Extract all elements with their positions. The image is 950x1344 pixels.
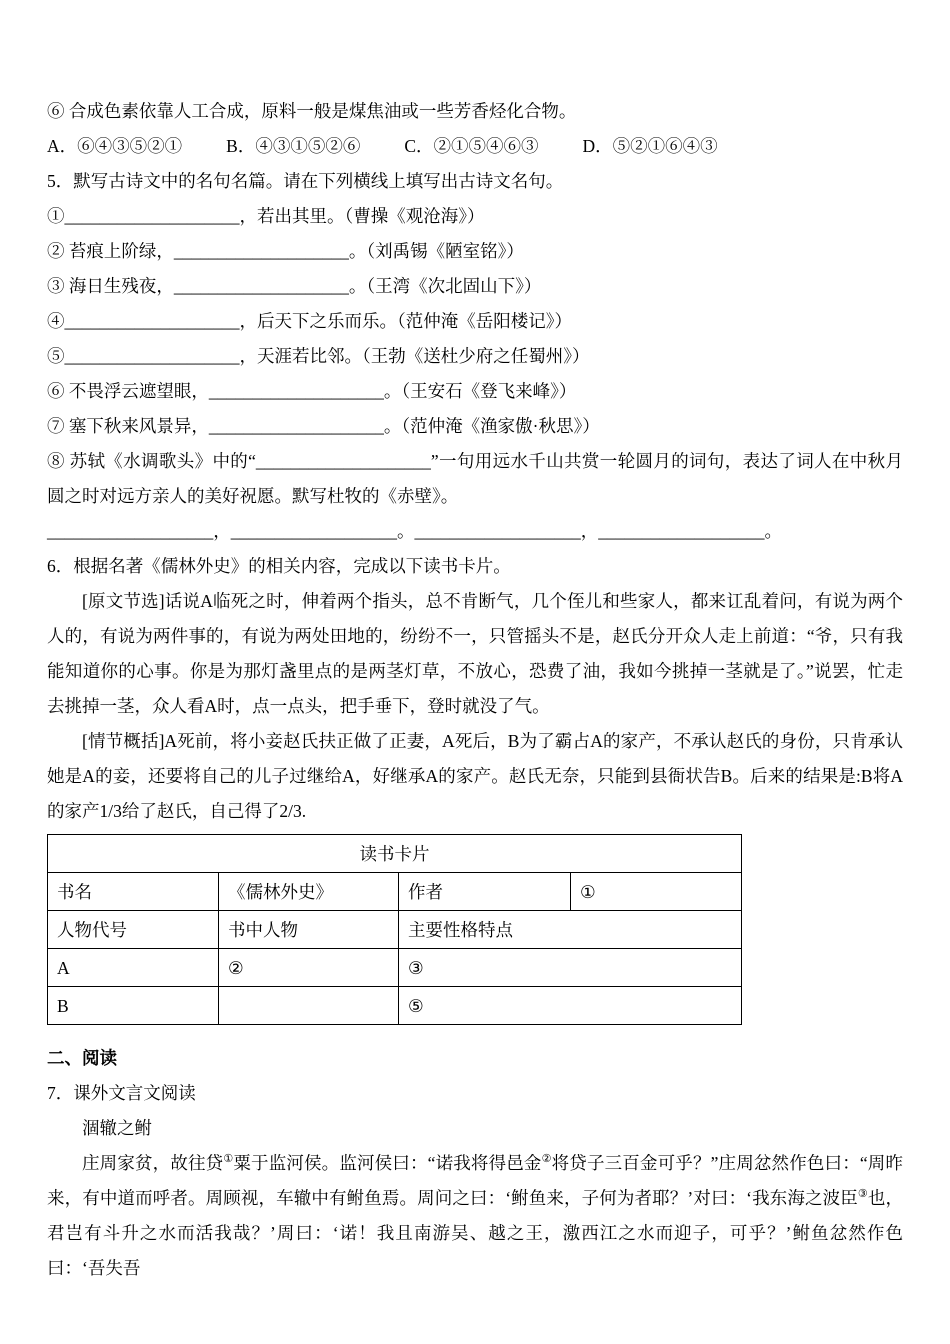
card-author-value: ① (571, 873, 742, 911)
card-a-code: A (48, 949, 219, 987)
card-title-row (48, 835, 742, 873)
question5-stem: 5．默写古诗文中的名句名篇。请在下列横线上填写出古诗文名句。 (47, 171, 564, 191)
choice-b: B．④③①⑤②⑥ (226, 136, 361, 156)
passage-text-1: 庄周家贫，故往贷 (82, 1153, 224, 1173)
passage-title: 涸辙之鲋 (82, 1118, 152, 1138)
card-b-trait: ⑤ (399, 987, 742, 1025)
passage-text-2: 粟于监河侯。监河侯曰：“诺我将得邑金 (233, 1153, 542, 1173)
classical-passage (47, 1146, 903, 1286)
card-col-code: 人物代号 (48, 911, 219, 949)
card-b-code: B (48, 987, 219, 1025)
card-a-person: ② (219, 949, 399, 987)
reading-card-table (47, 834, 742, 1025)
card-title: 读书卡片 (48, 835, 742, 873)
question5-item-7: ⑦ 塞下秋来风景异，____________________。（范仲淹《渔家傲·秋思》） (47, 416, 600, 436)
card-col-trait: 主要性格特点 (399, 911, 742, 949)
question5-item-6: ⑥ 不畏浮云遮望眼，____________________。（王安石《登飞来峰》） (47, 381, 577, 401)
card-b-person (219, 987, 399, 1025)
footnote-1-marker: ① (223, 1153, 234, 1166)
question5-item-3: ③ 海日生残夜，____________________。（王湾《次北固山下》） (47, 276, 542, 296)
question4-choices (47, 129, 903, 164)
question6-summary: [情节概括]A死前，将小妾赵氏扶正做了正妻，A死后，B为了霸占A的家产，不承认赵氏的身份，只肯承认她是A的妾，还要将自己的儿子过继给A，好继承A的家产。赵氏无奈，只能到县衙状告B。后来的结果是:B将A的家产1/3给了赵氏，自己得了2/3. (47, 731, 903, 821)
question5-blank-lines: ___________________，___________________。___________________，___________________。 (47, 521, 782, 541)
question5-item-2: ② 苔痕上阶绿，____________________。（刘禹锡《陋室铭》） (47, 241, 524, 261)
card-book-row (48, 873, 742, 911)
card-row-a (48, 949, 742, 987)
choice-a: A．⑥④③⑤②① (47, 136, 183, 156)
footnote-3-marker: ③ (857, 1188, 868, 1201)
question6-excerpt: [原文节选]话说A临死之时，伸着两个指头，总不肯断气，几个侄儿和些家人，都来讧乱着问，有说为两个人的，有说为两件事的，有说为两处田地的，纷纷不一，只管摇头不是，赵氏分开众人走上前道：“爷，只有我能知道你的心事。你是为那灯盏里点的是两茎灯草，不放心，恐费了油，我如今挑掉一茎就是了。”说罢，忙走去挑掉一茎，众人看A时，点一点头，把手垂下，登时就没了气。 (47, 591, 903, 716)
passage-text-3: 将贷子三百金可乎？”庄周忿然作色曰：“周昨来，有中道而呼者。周顾视，车辙中有鲋鱼焉。周问之曰：‘鲋鱼来，子何为者耶？’对曰：‘我东海之波臣 (47, 1153, 903, 1208)
question5-item-5: ⑤____________________，天涯若比邻。（王勃《送杜少府之任蜀州》） (47, 346, 590, 366)
card-col-person: 书中人物 (219, 911, 399, 949)
card-book-value: 《儒林外史》 (219, 873, 399, 911)
question5-item-1: ①____________________，若出其里。（曹操《观沧海》） (47, 206, 485, 226)
card-author-label: 作者 (399, 873, 571, 911)
section2-heading: 二、阅读 (47, 1048, 117, 1068)
choice-d: D．⑤②①⑥④③ (582, 136, 718, 156)
footnote-2-marker: ② (541, 1153, 552, 1166)
card-header-row (48, 911, 742, 949)
choice-c: C．②①⑤④⑥③ (404, 136, 539, 156)
question7-stem: 7．课外文言文阅读 (47, 1083, 196, 1103)
card-book-label: 书名 (48, 873, 219, 911)
question5-item-4: ④____________________，后天下之乐而乐。（范仲淹《岳阳楼记》） (47, 311, 572, 331)
question4-option6-statement: ⑥ 合成色素依靠人工合成，原料一般是煤焦油或一些芳香烃化合物。 (47, 101, 577, 121)
card-row-b (48, 987, 742, 1025)
question6-stem: 6．根据名著《儒林外史》的相关内容，完成以下读书卡片。 (47, 556, 511, 576)
card-a-trait: ③ (399, 949, 742, 987)
question5-item-8: ⑧ 苏轼《水调歌头》中的“____________________”一句用远水千山共赏一轮圆月的词句，表达了词人在中秋月圆之时对远方亲人的美好祝愿。默写杜牧的《赤壁》。 (47, 451, 903, 506)
passage-text-4: 也，君岂有斗升之水而活我哉？’周曰：‘诺！我且南游吴、越之王，激西江之水而迎子，可乎？’鲋鱼忿然作色曰：‘吾失吾 (47, 1188, 903, 1278)
